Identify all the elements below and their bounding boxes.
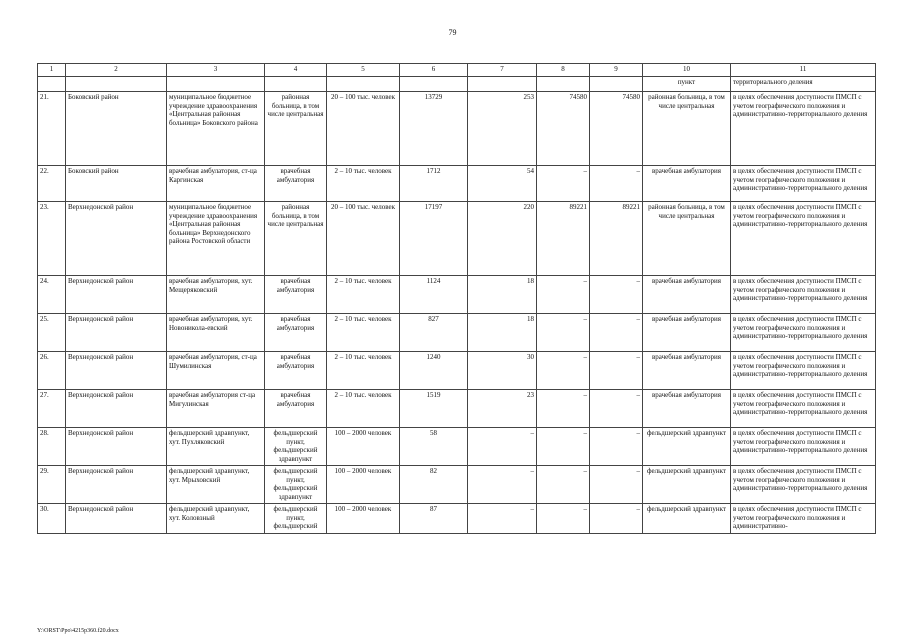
value-cell: 1519 bbox=[400, 390, 468, 428]
continuation-cell: территориального деления bbox=[731, 77, 876, 92]
recommended-type-cell: фельдшерский здравпункт bbox=[643, 466, 731, 504]
value-cell: 87 bbox=[400, 504, 468, 534]
population-cell: 20 – 100 тыс. человек bbox=[327, 92, 400, 166]
table-row bbox=[38, 314, 876, 352]
column-number: 3 bbox=[167, 64, 265, 77]
facility-type-cell: врачебная амбулатория bbox=[265, 352, 327, 390]
population-cell: 2 – 10 тыс. человек bbox=[327, 314, 400, 352]
table-row bbox=[38, 428, 876, 466]
row-number: 22. bbox=[38, 166, 66, 202]
value-cell: – bbox=[537, 352, 590, 390]
district-cell: Верхнедонской район bbox=[66, 390, 167, 428]
value-cell: – bbox=[537, 276, 590, 314]
facility-type-cell: фельдшерский пункт, фельдшерский bbox=[265, 504, 327, 534]
page-number: 79 bbox=[448, 28, 457, 37]
facility-type-cell: врачебная амбулатория bbox=[265, 166, 327, 202]
value-cell: – bbox=[590, 466, 643, 504]
value-cell: – bbox=[537, 466, 590, 504]
value-cell: – bbox=[537, 166, 590, 202]
value-cell: 220 bbox=[468, 202, 537, 276]
organization-cell: врачебная амбулатория, хут. Мещеряковский bbox=[167, 276, 265, 314]
value-cell: 58 bbox=[400, 428, 468, 466]
column-number: 11 bbox=[731, 64, 876, 77]
organization-cell: муниципальное бюджетное учреждение здравоохранения «Центральная районная больница» Боковского района bbox=[167, 92, 265, 166]
justification-cell: в целях обеспечения доступности ПМСП с учетом географического положения и административно-территориального деления bbox=[731, 390, 876, 428]
facility-type-cell: фельдшерский пункт, фельдшерский здравпункт bbox=[265, 466, 327, 504]
justification-cell: в целях обеспечения доступности ПМСП с учетом географического положения и административно-территориального деления bbox=[731, 428, 876, 466]
recommended-type-cell: врачебная амбулатория bbox=[643, 352, 731, 390]
recommended-type-cell: районная больница, в том числе центральная bbox=[643, 202, 731, 276]
table-row bbox=[38, 352, 876, 390]
value-cell: 1712 bbox=[400, 166, 468, 202]
facility-type-cell: районная больница, в том числе центральная bbox=[265, 202, 327, 276]
column-number-row bbox=[38, 64, 876, 77]
justification-cell: в целях обеспечения доступности ПМСП с учетом географического положения и административно-территориального деления bbox=[731, 92, 876, 166]
population-cell: 100 – 2000 человек bbox=[327, 504, 400, 534]
population-cell: 2 – 10 тыс. человек bbox=[327, 276, 400, 314]
continuation-cell: пункт bbox=[643, 77, 731, 92]
table-row bbox=[38, 276, 876, 314]
district-cell: Верхнедонской район bbox=[66, 276, 167, 314]
organization-cell: врачебная амбулатория ст-ца Мигулинская bbox=[167, 390, 265, 428]
column-number: 4 bbox=[265, 64, 327, 77]
value-cell: – bbox=[590, 276, 643, 314]
value-cell: 1240 bbox=[400, 352, 468, 390]
justification-cell: в целях обеспечения доступности ПМСП с учетом географического положения и административно-территориального деления bbox=[731, 466, 876, 504]
value-cell: 18 bbox=[468, 276, 537, 314]
value-cell: 54 bbox=[468, 166, 537, 202]
document-table bbox=[37, 63, 876, 534]
district-cell: Верхнедонской район bbox=[66, 314, 167, 352]
row-number: 26. bbox=[38, 352, 66, 390]
column-number: 1 bbox=[38, 64, 66, 77]
value-cell: – bbox=[537, 390, 590, 428]
organization-cell: врачебная амбулатория, ст-ца Шумилинская bbox=[167, 352, 265, 390]
facility-type-cell: врачебная амбулатория bbox=[265, 276, 327, 314]
column-number: 6 bbox=[400, 64, 468, 77]
value-cell: – bbox=[468, 504, 537, 534]
recommended-type-cell: врачебная амбулатория bbox=[643, 314, 731, 352]
value-cell: – bbox=[590, 352, 643, 390]
row-number: 23. bbox=[38, 202, 66, 276]
facility-type-cell: фельдшерский пункт, фельдшерский здравпункт bbox=[265, 428, 327, 466]
column-number: 9 bbox=[590, 64, 643, 77]
value-cell: 23 bbox=[468, 390, 537, 428]
population-cell: 100 – 2000 человек bbox=[327, 466, 400, 504]
population-cell: 20 – 100 тыс. человек bbox=[327, 202, 400, 276]
row-number: 27. bbox=[38, 390, 66, 428]
justification-cell: в целях обеспечения доступности ПМСП с учетом географического положения и административно-территориального деления bbox=[731, 202, 876, 276]
value-cell: – bbox=[537, 428, 590, 466]
district-cell: Верхнедонской район bbox=[66, 504, 167, 534]
justification-cell: в целях обеспечения доступности ПМСП с учетом географического положения и административно-территориального деления bbox=[731, 314, 876, 352]
facility-type-cell: районная больница, в том числе центральная bbox=[265, 92, 327, 166]
district-cell: Верхнедонской район bbox=[66, 202, 167, 276]
value-cell: 30 bbox=[468, 352, 537, 390]
organization-cell: фельдшерский здравпункт, хут. Пухляковский bbox=[167, 428, 265, 466]
recommended-type-cell: фельдшерский здравпункт bbox=[643, 428, 731, 466]
table-row bbox=[38, 390, 876, 428]
row-number: 29. bbox=[38, 466, 66, 504]
district-cell: Боковский район bbox=[66, 92, 167, 166]
value-cell: 74580 bbox=[590, 92, 643, 166]
value-cell: 82 bbox=[400, 466, 468, 504]
population-cell: 2 – 10 тыс. человек bbox=[327, 352, 400, 390]
value-cell: 13729 bbox=[400, 92, 468, 166]
recommended-type-cell: врачебная амбулатория bbox=[643, 166, 731, 202]
file-path-footer: Y:\ORST\Ppo\4215p360.f20.docx bbox=[37, 628, 119, 634]
organization-cell: фельдшерский здравпункт, хут. Мрыховский bbox=[167, 466, 265, 504]
district-cell: Верхнедонской район bbox=[66, 428, 167, 466]
row-number: 25. bbox=[38, 314, 66, 352]
value-cell: – bbox=[537, 504, 590, 534]
row-number: 21. bbox=[38, 92, 66, 166]
value-cell: – bbox=[590, 390, 643, 428]
value-cell: – bbox=[590, 428, 643, 466]
value-cell: – bbox=[590, 504, 643, 534]
district-cell: Боковский район bbox=[66, 166, 167, 202]
row-number: 30. bbox=[38, 504, 66, 534]
value-cell: – bbox=[537, 314, 590, 352]
value-cell: 89221 bbox=[590, 202, 643, 276]
population-cell: 100 – 2000 человек bbox=[327, 428, 400, 466]
justification-cell: в целях обеспечения доступности ПМСП с учетом географического положения и административно-территориального деления bbox=[731, 276, 876, 314]
value-cell: 253 bbox=[468, 92, 537, 166]
table-row bbox=[38, 504, 876, 534]
population-cell: 2 – 10 тыс. человек bbox=[327, 166, 400, 202]
facility-type-cell: врачебная амбулатория bbox=[265, 314, 327, 352]
column-number: 10 bbox=[643, 64, 731, 77]
organization-cell: фельдшерский здравпункт, хут. Коловзный bbox=[167, 504, 265, 534]
row-number: 24. bbox=[38, 276, 66, 314]
value-cell: – bbox=[590, 314, 643, 352]
column-number: 2 bbox=[66, 64, 167, 77]
value-cell: 89221 bbox=[537, 202, 590, 276]
organization-cell: муниципальное бюджетное учреждение здравоохранения «Центральная районная больница» Верхнедонского района Ростовской области bbox=[167, 202, 265, 276]
column-number: 5 bbox=[327, 64, 400, 77]
district-cell: Верхнедонской район bbox=[66, 466, 167, 504]
population-cell: 2 – 10 тыс. человек bbox=[327, 390, 400, 428]
value-cell: – bbox=[468, 428, 537, 466]
recommended-type-cell: врачебная амбулатория bbox=[643, 390, 731, 428]
value-cell: 827 bbox=[400, 314, 468, 352]
value-cell: – bbox=[590, 166, 643, 202]
justification-cell: в целях обеспечения доступности ПМСП с учетом географического положения и административно-территориального деления bbox=[731, 352, 876, 390]
row-number: 28. bbox=[38, 428, 66, 466]
value-cell: 1124 bbox=[400, 276, 468, 314]
recommended-type-cell: врачебная амбулатория bbox=[643, 276, 731, 314]
table-row bbox=[38, 466, 876, 504]
table-row bbox=[38, 202, 876, 276]
organization-cell: врачебная амбулатория, хут. Новоникола-евский bbox=[167, 314, 265, 352]
district-cell: Верхнедонской район bbox=[66, 352, 167, 390]
value-cell: – bbox=[468, 466, 537, 504]
column-number: 8 bbox=[537, 64, 590, 77]
justification-cell: в целях обеспечения доступности ПМСП с учетом географического положения и административно- bbox=[731, 504, 876, 534]
justification-cell: в целях обеспечения доступности ПМСП с учетом географического положения и административно-территориального деления bbox=[731, 166, 876, 202]
continuation-row bbox=[38, 77, 876, 92]
recommended-type-cell: фельдшерский здравпункт bbox=[643, 504, 731, 534]
facility-type-cell: врачебная амбулатория bbox=[265, 390, 327, 428]
value-cell: 18 bbox=[468, 314, 537, 352]
table-row bbox=[38, 92, 876, 166]
recommended-type-cell: районная больница, в том числе центральная bbox=[643, 92, 731, 166]
organization-cell: врачебная амбулатория, ст-ца Каргинская bbox=[167, 166, 265, 202]
value-cell: 74580 bbox=[537, 92, 590, 166]
column-number: 7 bbox=[468, 64, 537, 77]
value-cell: 17197 bbox=[400, 202, 468, 276]
table-row bbox=[38, 166, 876, 202]
